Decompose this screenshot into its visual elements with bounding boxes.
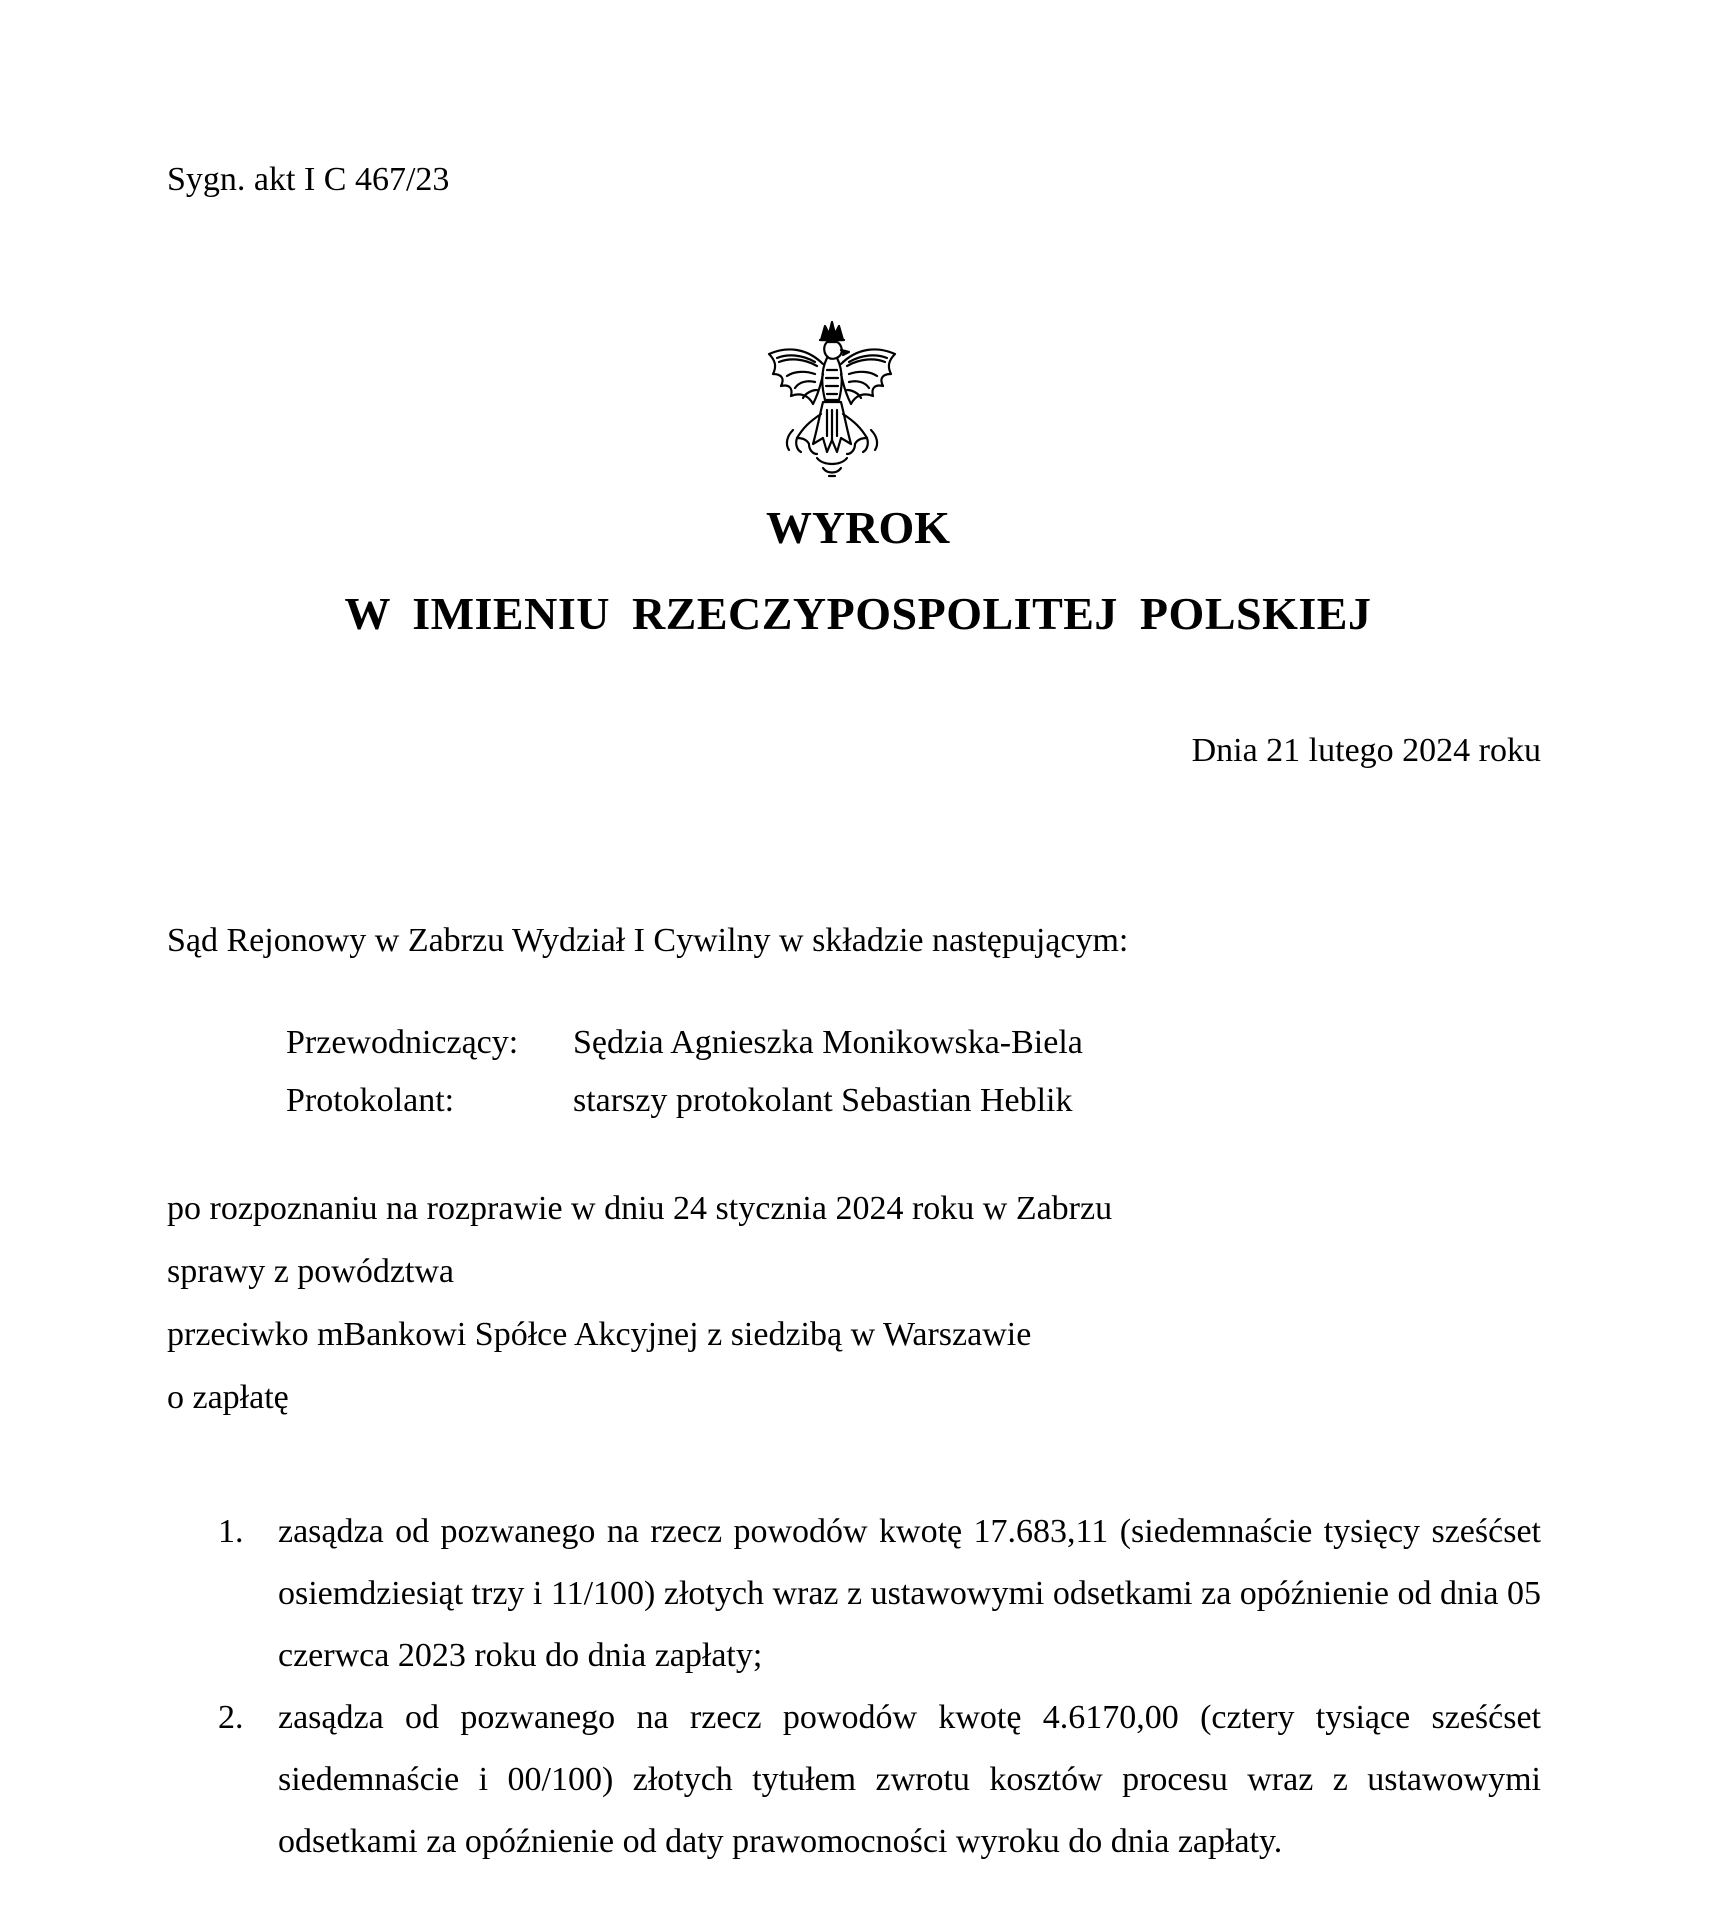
- case-line: po rozpoznaniu na rozprawie w dniu 24 stycznia 2024 roku w Zabrzu: [167, 1190, 1113, 1227]
- composition-value: Sędzia Agnieszka Monikowska-Biela: [573, 1024, 1083, 1061]
- case-description: [167, 1189, 1112, 1441]
- verdict-item-number: 1.: [218, 1513, 244, 1550]
- case-line: sprawy z powództwa: [167, 1253, 455, 1290]
- verdict-item-text: zasądza od pozwanego na rzecz powodów kwotę 4.6170,00 (cztery tysiące sześćset siedemnaście i 00/100) złotych tytułem zwrotu kosztów procesu wraz z ustawowymi odsetkami za opóźnienie od daty prawomocności wyroku do dnia zapłaty.: [278, 1699, 1541, 1860]
- court-composition-intro: Sąd Rejonowy w Zabrzu Wydział I Cywilny w składzie następującym:: [167, 922, 1129, 959]
- verdict-item-number: 2.: [218, 1699, 244, 1736]
- verdict-item-text: zasądza od pozwanego na rzecz powodów kwotę 17.683,11 (siedemnaście tysięcy sześćset osiemdziesiąt trzy i 11/100) złotych wraz z ustawowymi odsetkami za opóźnienie od dnia 05 czerwca 2023 roku do dnia zapłaty;: [278, 1513, 1541, 1674]
- polish-eagle-emblem-icon: [757, 318, 907, 486]
- verdict-item: [218, 1501, 1541, 1687]
- verdict-item: [218, 1687, 1541, 1873]
- composition-label: Protokolant:: [286, 1082, 455, 1119]
- case-line: przeciwko mBankowi Spółce Akcyjnej z siedzibą w Warszawie: [167, 1316, 1032, 1353]
- case-signature: Sygn. akt I C 467/23: [167, 161, 450, 198]
- verdict-list: [218, 1501, 1541, 1873]
- judgment-title: WYROK: [766, 502, 950, 553]
- judgment-date: Dnia 21 lutego 2024 roku: [1191, 732, 1541, 769]
- composition-value: starszy protokolant Sebastian Heblik: [573, 1082, 1073, 1119]
- composition-label: Przewodniczący:: [286, 1024, 519, 1061]
- case-line: o zapłatę: [167, 1379, 289, 1416]
- judgment-subtitle: W IMIENIU RZECZYPOSPOLITEJ POLSKIEJ: [344, 588, 1372, 639]
